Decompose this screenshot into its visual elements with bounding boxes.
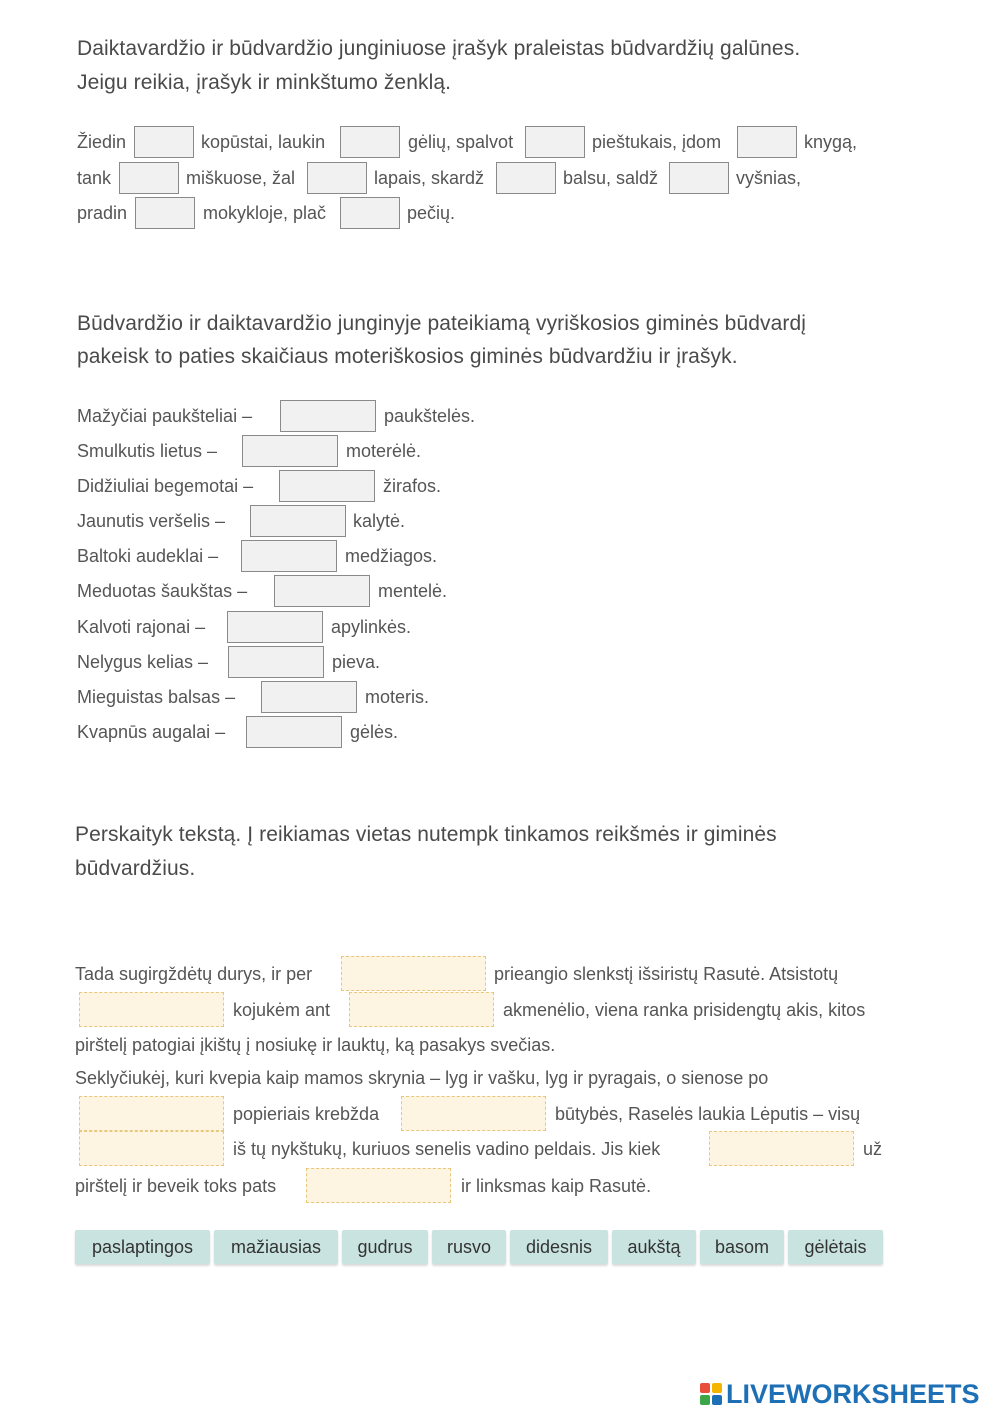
s1-answer-input-1[interactable]: [134, 126, 194, 158]
s2-row-6-input[interactable]: [274, 575, 370, 607]
s2-row-7-after: apylinkės.: [331, 617, 412, 637]
liveworksheets-logo-text: LIVEWORKSHEETS: [726, 1378, 980, 1409]
section3-instruction-line2: būdvardžius.: [75, 857, 196, 880]
s2-row-2-input[interactable]: [242, 435, 338, 467]
liveworksheets-logo-icon: [700, 1383, 722, 1405]
s1-text-12: mokykloje, plač: [203, 203, 327, 223]
s1-text-5: knygą,: [804, 132, 858, 152]
s2-row-3-before: Didžiuliai begemotai –: [77, 476, 254, 496]
section1-instruction-line2: Jeigu reikia, įrašyk ir minkštumo ženklą.: [77, 71, 452, 94]
word-chip-rusvo[interactable]: rusvo: [432, 1230, 506, 1264]
s1-answer-input-5[interactable]: [119, 162, 179, 194]
s2-row-6-after: mentelė.: [378, 581, 448, 601]
section2-instruction-line2: pakeisk to paties skaičiaus moteriškosios giminės būdvardžiu ir įrašyk.: [77, 345, 738, 368]
s1-answer-input-8[interactable]: [669, 162, 729, 194]
s3-text-10: už: [863, 1139, 883, 1159]
s3-text-7: popieriais krebžda: [233, 1104, 380, 1124]
s1-text-13: pečių.: [407, 203, 456, 223]
s2-row-9-after: moteris.: [365, 687, 430, 707]
s1-text-1: Žiedin: [77, 132, 127, 152]
s2-row-8-before: Nelygus kelias –: [77, 652, 209, 672]
s2-row-7-input[interactable]: [227, 611, 323, 643]
s2-row-4-after: kalytė.: [353, 511, 406, 531]
s2-row-10-after: gėlės.: [350, 722, 399, 742]
s3-drop-zone-5[interactable]: [401, 1096, 546, 1131]
s2-row-6-before: Meduotas šaukštas –: [77, 581, 248, 601]
s3-drop-zone-7[interactable]: [709, 1131, 854, 1166]
s1-text-3: gėlių, spalvot: [408, 132, 514, 152]
s2-row-1-input[interactable]: [280, 400, 376, 432]
s1-text-6: tank: [77, 168, 112, 188]
word-chip-geletais[interactable]: gėlėtais: [788, 1230, 883, 1264]
s1-answer-input-6[interactable]: [307, 162, 367, 194]
s3-drop-zone-2[interactable]: [79, 992, 224, 1027]
s1-text-7: miškuose, žal: [186, 168, 296, 188]
s3-drop-zone-6[interactable]: [79, 1131, 224, 1166]
word-chip-maziausias[interactable]: mažiausias: [214, 1230, 338, 1264]
s1-text-10: vyšnias,: [736, 168, 802, 188]
s3-text-3: kojukėm ant: [233, 1000, 331, 1020]
s1-text-4: pieštukais, įdom: [592, 132, 722, 152]
s1-answer-input-2[interactable]: [340, 126, 400, 158]
s3-drop-zone-1[interactable]: [341, 956, 486, 991]
s2-row-8-input[interactable]: [228, 646, 324, 678]
s3-drop-zone-8[interactable]: [306, 1168, 451, 1203]
s2-row-7-before: Kalvoti rajonai –: [77, 617, 206, 637]
s2-row-3-after: žirafos.: [383, 476, 442, 496]
s2-row-9-input[interactable]: [261, 681, 357, 713]
section2-instruction-line1: Būdvardžio ir daiktavardžio junginyje pateikiamą vyriškosios giminės būdvardį: [77, 312, 807, 335]
s2-row-10-before: Kvapnūs augalai –: [77, 722, 226, 742]
s3-text-8: būtybės, Raselės laukia Lėputis – visų: [555, 1104, 861, 1124]
word-chip-auksta[interactable]: aukštą: [612, 1230, 696, 1264]
s3-drop-zone-4[interactable]: [79, 1096, 224, 1131]
s3-text-6: Seklyčiukėj, kuri kvepia kaip mamos skrynia – lyg ir vašku, lyg ir pyragais, o sienose po: [75, 1068, 769, 1088]
s1-answer-input-9[interactable]: [135, 197, 195, 229]
s2-row-5-input[interactable]: [241, 540, 337, 572]
liveworksheets-logo: [700, 1378, 980, 1410]
s2-row-9-before: Mieguistas balsas –: [77, 687, 236, 707]
s1-text-2: kopūstai, laukin: [201, 132, 326, 152]
s3-text-12: ir linksmas kaip Rasutė.: [461, 1176, 652, 1196]
s2-row-10-input[interactable]: [246, 716, 342, 748]
s3-text-5: pirštelį patogiai įkištų į nosiukę ir lauktų, ką pasakys svečias.: [75, 1035, 556, 1055]
s3-text-1: Tada sugirgždėtų durys, ir per: [75, 964, 313, 984]
s1-answer-input-7[interactable]: [496, 162, 556, 194]
s2-row-2-before: Smulkutis lietus –: [77, 441, 218, 461]
s2-row-5-after: medžiagos.: [345, 546, 438, 566]
s2-row-3-input[interactable]: [279, 470, 375, 502]
s1-text-8: lapais, skardž: [374, 168, 485, 188]
s2-row-2-after: moterėlė.: [346, 441, 422, 461]
section3-instruction-line1: Perskaityk tekstą. Į reikiamas vietas nutempk tinkamos reikšmės ir giminės: [75, 823, 777, 846]
s3-text-9: iš tų nykštukų, kuriuos senelis vadino peldais. Jis kiek: [233, 1139, 661, 1159]
s3-text-2: prieangio slenkstį išsiristų Rasutė. Atsistotų: [494, 964, 839, 984]
s2-row-1-before: Mažyčiai paukšteliai –: [77, 406, 253, 426]
s3-text-11: pirštelį ir beveik toks pats: [75, 1176, 277, 1196]
s2-row-8-after: pieva.: [332, 652, 381, 672]
s3-text-4: akmenėlio, viena ranka prisidengtų akis, kitos: [503, 1000, 866, 1020]
s1-text-9: balsu, saldž: [563, 168, 659, 188]
s2-row-5-before: Baltoki audeklai –: [77, 546, 219, 566]
s1-text-11: pradin: [77, 203, 128, 223]
s1-answer-input-10[interactable]: [340, 197, 400, 229]
s1-answer-input-4[interactable]: [737, 126, 797, 158]
word-chip-paslaptingos[interactable]: paslaptingos: [75, 1230, 210, 1264]
s2-row-1-after: paukštelės.: [384, 406, 476, 426]
s2-row-4-before: Jaunutis veršelis –: [77, 511, 226, 531]
s1-answer-input-3[interactable]: [525, 126, 585, 158]
s2-row-4-input[interactable]: [250, 505, 346, 537]
word-chip-gudrus[interactable]: gudrus: [342, 1230, 428, 1264]
word-chip-didesnis[interactable]: didesnis: [510, 1230, 608, 1264]
s3-drop-zone-3[interactable]: [349, 992, 494, 1027]
word-chip-basom[interactable]: basom: [700, 1230, 784, 1264]
section1-instruction-line1: Daiktavardžio ir būdvardžio junginiuose įrašyk praleistas būdvardžių galūnes.: [77, 37, 801, 60]
